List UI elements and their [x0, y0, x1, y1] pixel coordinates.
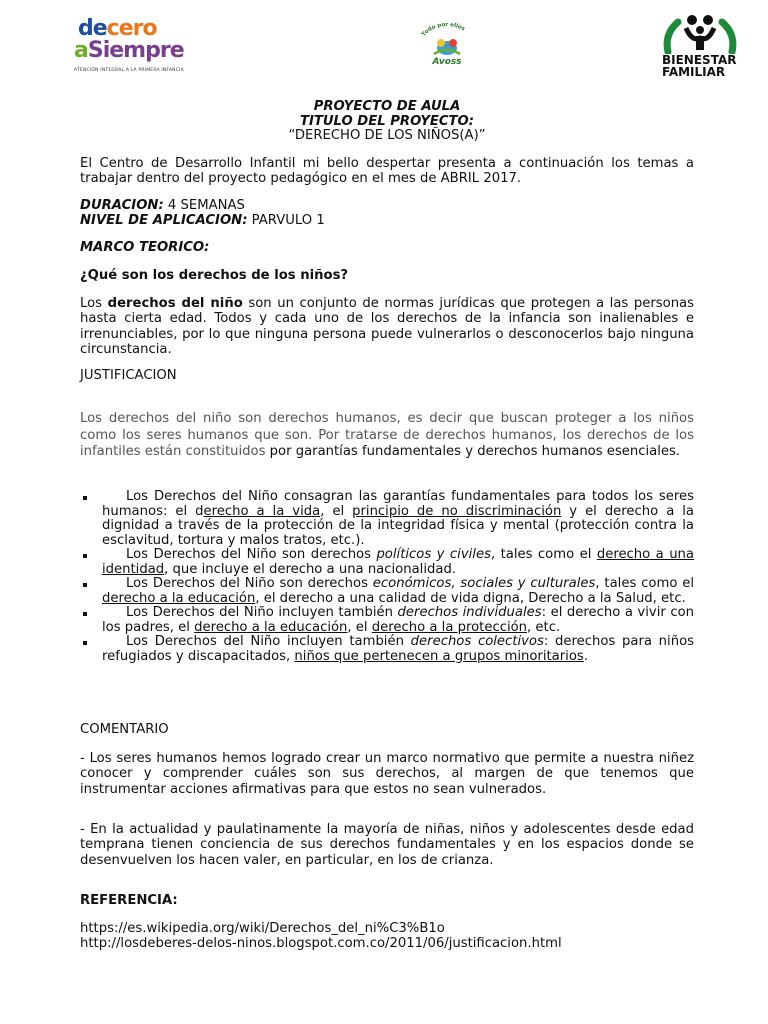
project-title: “DERECHO DE LOS NIÑOS(A)” — [288, 128, 486, 143]
bullet-marker-icon — [83, 641, 87, 645]
comment-paragraph-1: - Los seres humanos hemos logrado crear un marco normativo que permite a nuestra niñez conocer y comprender cuáles son sus derechos, al margen de que tenemos que instrumentar acciones afirmativas para que estos no sean vulnerados. — [80, 751, 694, 797]
marco-question: ¿Qué son los derechos de los niños? — [80, 268, 349, 283]
definition-paragraph: Los derechos del niño son un conjunto de normas jurídicas que protegen a las personas hasta cierta edad. Todos y cada uno de los derechos de la infancia son inalienables e irrenunciables, por lo que ninguna persona puede vulnerarlos o desconocerlos bajo ninguna circunstancia. — [80, 296, 694, 358]
logo-tagline: ATENCIÓN INTEGRAL A LA PRIMERA INFANCIA — [74, 68, 184, 73]
bienestar-word: BIENESTAR — [662, 53, 737, 67]
bullet-marker-icon — [83, 583, 87, 587]
intro-paragraph: El Centro de Desarrollo Infantil mi bello despertar presenta a continuación los temas a trabajar dentro del proyecto pedagógico en el mes de ABRIL 2017. — [80, 156, 694, 187]
svg-text:Todo por ellos — [421, 22, 466, 38]
duration-label: DURACION: — [80, 198, 164, 213]
logo-word-cero: cero — [106, 16, 157, 41]
justificacion-heading: JUSTIFICACION — [80, 368, 177, 383]
bienestar-familiar-logo — [660, 12, 760, 78]
bullet-marker-icon — [83, 554, 87, 558]
level-value: PARVULO 1 — [247, 213, 325, 228]
marco-teorico-heading: MARCO TEORICO: — [80, 240, 210, 255]
bullet-marker-icon — [83, 612, 87, 616]
familiar-word: FAMILIAR — [662, 65, 726, 78]
list-item: Los Derechos del Niño incluyen también derechos colectivos: derechos para niños refugiados y discapacitados, niños que pertenecen a grupos minoritarios. — [80, 635, 694, 664]
justificacion-paragraph: Los derechos del niño son derechos humanos, es decir que buscan proteger a los niños como los seres humanos que son. Por tratarse de derechos humanos, los derechos de los infantiles están constituidos por garantías fundamentales y derechos humanos esenciales. — [80, 411, 694, 459]
comment-paragraph-2: - En la actualidad y paulatinamente la mayoría de niñas, niños y adolescentes desde edad temprana tienen conciencia de sus derechos fundamentales y en los espacios donde se desenvuelven los hacen valer, en particular, en los de crianza. — [80, 822, 694, 868]
logo-word-a: a — [74, 38, 88, 63]
list-item: Los Derechos del Niño consagran las garantías fundamentales para todos los seres humanos: el derecho a la vida, el principio de no discriminación y el derecho a la dignidad a través de la protección de la integridad física y mental (protección contra la esclavitud, tortura y malos tratos, etc.). — [80, 490, 694, 548]
rights-bullet-list — [80, 490, 694, 664]
project-title-label: TITULO DEL PROYECTO: — [299, 114, 475, 129]
project-heading: PROYECTO DE AULA — [313, 99, 461, 114]
reference-link[interactable]: https://es.wikipedia.org/wiki/Derechos_del_ni%C3%B1o — [80, 921, 445, 936]
logo-word-de: de — [78, 16, 107, 41]
avoss-arc-text: Todo por ellos — [421, 22, 466, 38]
referencia-heading: REFERENCIA: — [80, 893, 178, 908]
duration-line — [80, 198, 694, 213]
bullet-marker-icon — [83, 496, 87, 500]
avoss-emblem-icon — [414, 22, 480, 72]
list-item: Los Derechos del Niño incluyen también derechos individuales: el derecho a vivir con los padres, el derecho a la educación, el derecho a la protección, etc. — [80, 606, 694, 635]
duration-value: 4 SEMANAS — [163, 198, 245, 213]
avoss-name: Avoss — [432, 57, 462, 67]
comentario-heading: COMENTARIO — [80, 722, 169, 737]
logo-word-siempre: Siempre — [87, 38, 184, 63]
list-item: Los Derechos del Niño son derechos económicos, sociales y culturales, tales como el derecho a la educación, el derecho a una calidad de vida digna, Derecho a la Salud, etc. — [80, 577, 694, 606]
definition-term: derechos del niño — [107, 296, 243, 311]
avoss-logo — [414, 22, 480, 72]
reference-link[interactable]: http://losdeberes-delos-ninos.blogspot.com.co/2011/06/justificacion.html — [80, 936, 562, 951]
list-item: Los Derechos del Niño son derechos políticos y civiles, tales como el derecho a una identidad, que incluye el derecho a una nacionalidad. — [80, 548, 694, 577]
bienestar-family-icon — [660, 12, 760, 54]
de-cero-a-siempre-logo — [74, 16, 184, 78]
level-label: NIVEL DE APLICACION: — [80, 213, 248, 228]
level-line — [80, 213, 694, 228]
